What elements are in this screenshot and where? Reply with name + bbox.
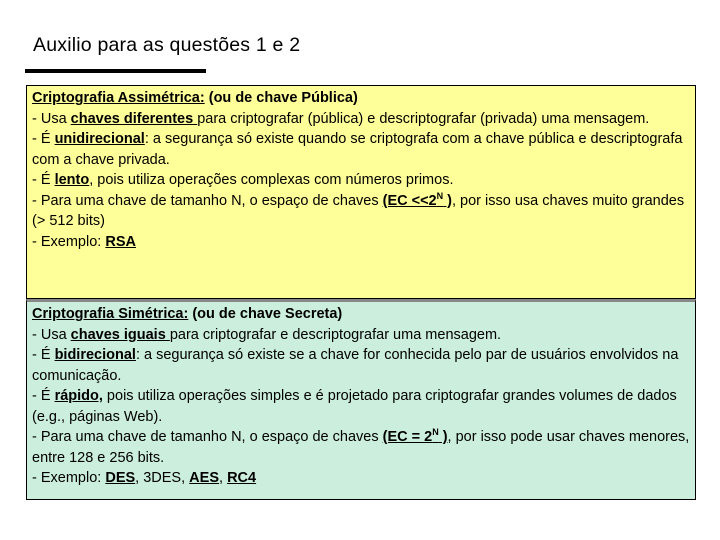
asym-heading-title: Criptografia Assimétrica:: [32, 90, 205, 106]
title-underline-rule: [25, 69, 206, 73]
emphasis: rápido,: [54, 388, 103, 404]
sym-line-example: [32, 468, 695, 489]
emphasis: chaves iguais: [70, 326, 170, 343]
text: ): [443, 192, 452, 209]
text: pois utiliza operações simples e é projetado para criptografar grandes volumes de dados (e.g., páginas Web).: [32, 388, 677, 425]
sym-line-keys: [32, 325, 695, 346]
sym-heading: [32, 304, 695, 325]
emphasis: AES: [189, 470, 219, 486]
asym-heading: [32, 88, 695, 109]
sym-line-direction: [32, 345, 695, 386]
asym-line-keyspace: [32, 191, 695, 232]
text: - Para uma chave de tamanho N, o espaço de chaves: [32, 429, 383, 445]
text: , por isso usa chaves muito grandes (> 512 bits): [32, 192, 685, 229]
asymmetric-crypto-box: [26, 85, 696, 299]
text: , 3DES,: [135, 470, 190, 486]
text: , pois utiliza operações complexas com números primos.: [89, 172, 454, 188]
asym-line-keys: [32, 109, 695, 130]
superscript: N: [432, 427, 439, 438]
text: , por isso pode usar chaves menores, entre 128 e 256 bits.: [32, 429, 690, 466]
asym-line-speed: [32, 170, 695, 191]
text: (EC <<2: [382, 192, 437, 209]
text: : a segurança só existe quando se criptografa com a chave pública e descriptografa com a chave privada.: [32, 131, 683, 168]
emphasis: [383, 429, 448, 445]
text: (EC = 2: [382, 429, 433, 445]
text: : a segurança só existe se a chave for conhecida pelo par de usuários envolvidos na comunicação.: [32, 347, 679, 384]
sym-heading-title: Criptografia Simétrica:: [32, 306, 189, 322]
text: - É: [32, 347, 55, 363]
text: - Usa: [32, 110, 71, 127]
text: ,: [219, 470, 228, 486]
emphasis: RC4: [227, 470, 257, 486]
text: - Usa: [32, 326, 71, 343]
sym-line-keyspace: [32, 427, 695, 468]
text: ): [438, 429, 448, 445]
emphasis: DES: [105, 470, 136, 486]
emphasis: bidirecional: [54, 347, 136, 363]
asym-line-example: [32, 232, 695, 253]
text: - É: [32, 172, 55, 188]
text: - Exemplo:: [32, 233, 106, 250]
text: para criptografar (pública) e descriptografar (privada) uma mensagem.: [197, 110, 650, 127]
slide-title: Auxilio para as questões 1 e 2: [33, 34, 301, 56]
emphasis: [382, 190, 452, 209]
asym-heading-subtitle: (ou de chave Pública): [204, 90, 358, 106]
symmetric-crypto-box: [26, 299, 696, 500]
asym-line-direction: [32, 129, 695, 170]
emphasis: RSA: [105, 233, 136, 250]
text: - É: [32, 131, 55, 147]
text: - Exemplo:: [32, 470, 106, 486]
sym-line-speed: [32, 386, 695, 427]
emphasis: lento: [54, 172, 90, 188]
superscript: N: [436, 190, 444, 201]
text: para criptografar e descriptografar uma mensagem.: [169, 326, 502, 343]
text: - Para uma chave de tamanho N, o espaço de chaves: [32, 192, 383, 209]
emphasis: chaves diferentes: [70, 110, 198, 127]
text: - É: [32, 388, 55, 404]
sym-heading-subtitle: (ou de chave Secreta): [188, 306, 343, 322]
emphasis: unidirecional: [54, 131, 145, 147]
